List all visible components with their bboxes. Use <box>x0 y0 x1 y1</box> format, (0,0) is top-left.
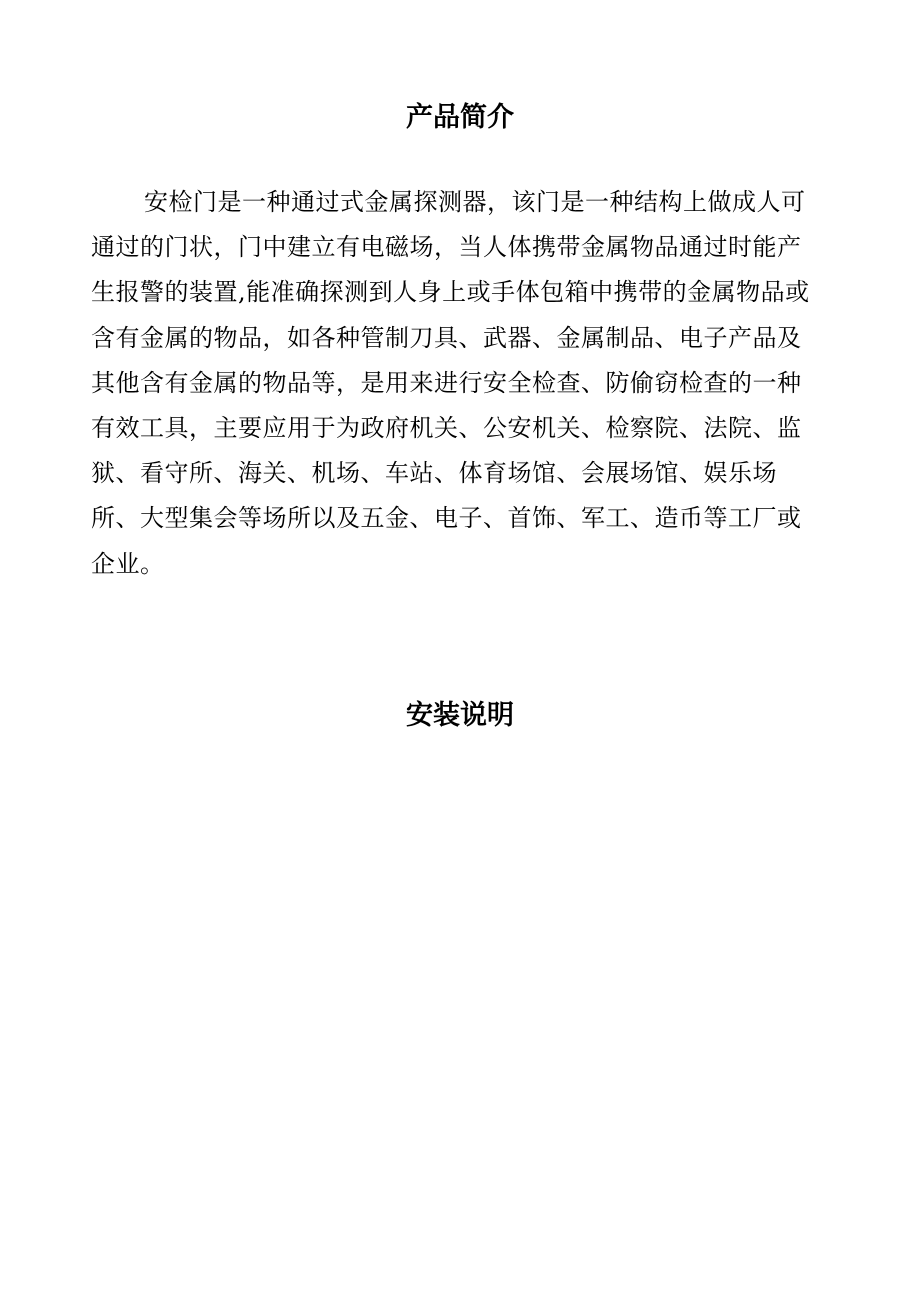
product-intro-paragraph: 安检门是一种通过式金属探测器，该门是一种结构上做成人可通过的门状，门中建立有电磁场，当人体携带金属物品通过时能产生报警的装置,能准确探测到人身上或手体包箱中携带的金属物品或含有金属的物品，如各种管制刀具、武器、金属制品、电子产品及其他含有金属的物品等，是用来进行安全检查、防偷窃检查的一种有效工具，主要应用于为政府机关、公安机关、检察院、法院、监狱、看守所、海关、机场、车站、体育场馆、会展场馆、娱乐场所、大型集会等场所以及五金、电子、首饰、军工、造币等工厂或企业。 <box>91 188 810 578</box>
section-title-installation: 安装说明 <box>406 700 514 731</box>
section-title-product-intro: 产品简介 <box>406 102 514 133</box>
